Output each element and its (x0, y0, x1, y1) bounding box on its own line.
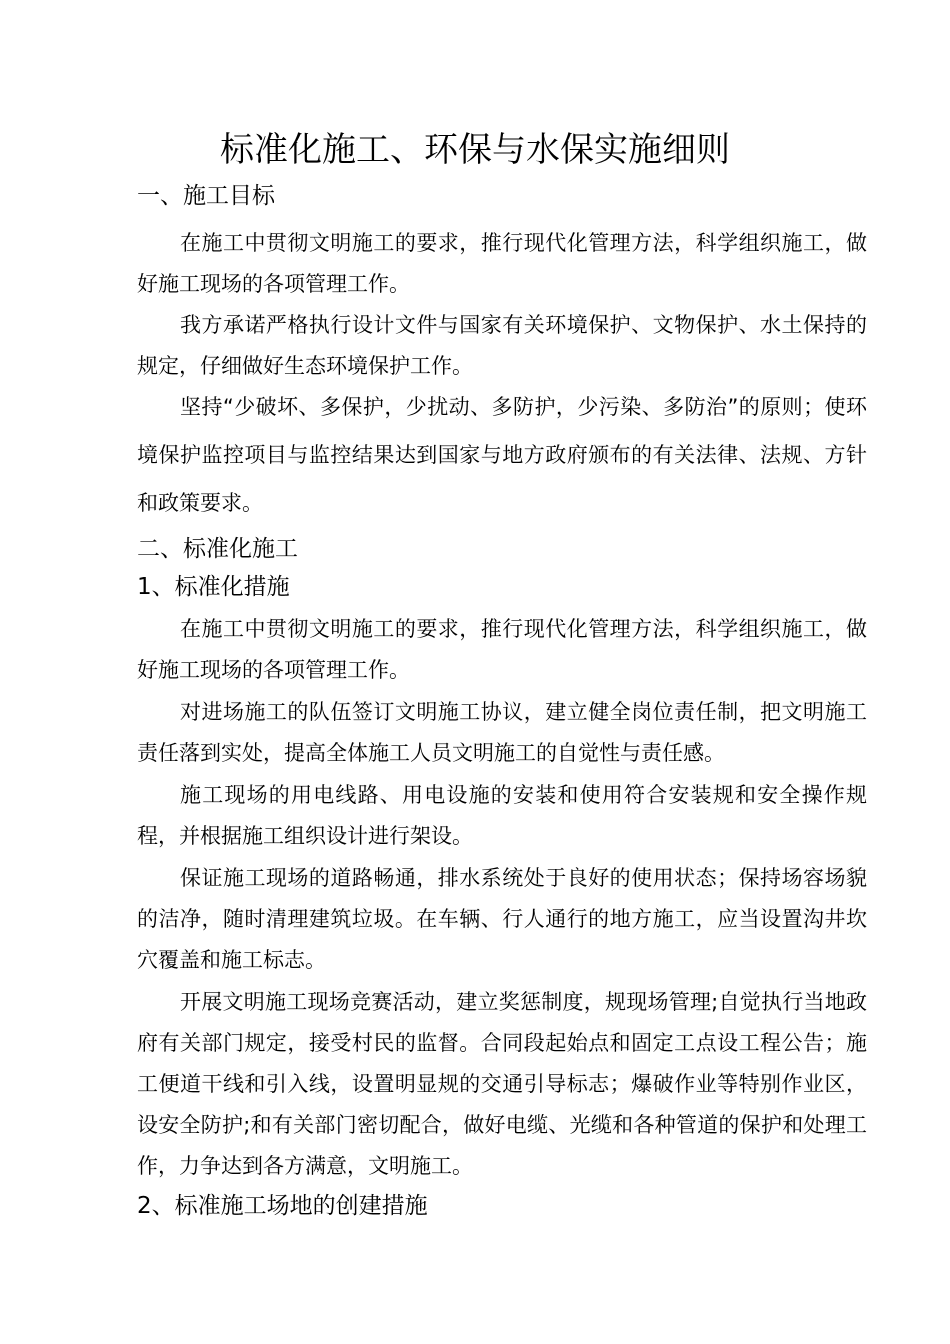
paragraph: 在施工中贯彻文明施工的要求，推行现代化管理方法，科学组织施工，做好施工现场的各项管理工作。 (137, 231, 867, 296)
paragraph: 开展文明施工现场竞赛活动，建立奖惩制度，规现场管理;自觉执行当地政府有关部门规定，接受村民的监督。合同段起始点和固定工点设工程公告；施工便道干线和引入线，设置明显规的交通引导标志；爆破作业等特别作业区，设安全防护;和有关部门密切配合，做好电缆、光缆和各种管道的保护和处理工作，力争达到各方满意，文明施工。 (137, 990, 867, 1178)
section-heading-goals: 一、施工目标 (137, 183, 275, 209)
section-heading-standardization: 二、标准化施工 (137, 536, 298, 562)
paragraph: 施工现场的用电线路、用电设施的安装和使用符合安装规和安全操作规程，并根据施工组织设计进行架设。 (137, 783, 867, 848)
document-title: 标准化施工、环保与水保实施细则 (220, 130, 730, 170)
paragraph: 我方承诺严格执行设计文件与国家有关环境保护、文物保护、水土保持的规定，仔细做好生态环境保护工作。 (137, 313, 867, 378)
subsection-heading-measures: 1、标准化措施 (137, 574, 290, 600)
paragraph: 保证施工现场的道路畅通，排水系统处于良好的使用状态；保持场容场貌的洁净，随时清理建筑垃圾。在车辆、行人通行的地方施工，应当设置沟井坎穴覆盖和施工标志。 (137, 866, 867, 972)
paragraph: 对进场施工的队伍签订文明施工协议，建立健全岗位责任制，把文明施工责任落到实处，提高全体施工人员文明施工的自觉性与责任感。 (137, 700, 867, 765)
paragraph: 在施工中贯彻文明施工的要求，推行现代化管理方法，科学组织施工，做好施工现场的各项管理工作。 (137, 617, 867, 682)
paragraph: 坚持“少破坏、多保护，少扰动、多防护，少污染、多防治”的原则；使环境保护监控项目与监控结果达到国家与地方政府颁布的有关法律、法规、方针和政策要求。 (137, 395, 867, 515)
subsection-heading-site-creation: 2、标准施工场地的创建措施 (137, 1193, 428, 1219)
